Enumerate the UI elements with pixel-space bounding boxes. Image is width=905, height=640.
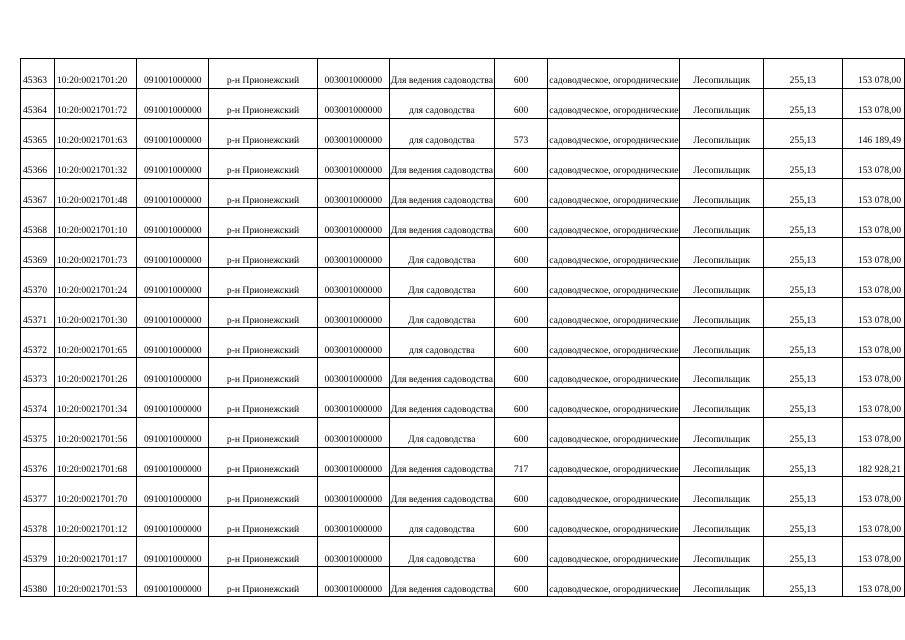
okato-code-cell: 091001000000 <box>137 447 209 477</box>
unit-value-cell: 255,13 <box>763 178 842 208</box>
table-row <box>21 447 905 477</box>
permitted-use-cell: Для ведения садоводства <box>389 178 494 208</box>
settlement-code-cell: 003001000000 <box>317 178 389 208</box>
location-cell: Лесопильщик <box>680 477 763 507</box>
location-cell: Лесопильщик <box>680 88 763 118</box>
record-number-cell: 45370 <box>21 268 55 298</box>
area-cell: 600 <box>494 208 547 238</box>
table-row <box>21 477 905 507</box>
cadastral-value-cell: 153 078,00 <box>842 178 904 208</box>
permitted-use-cell: для садоводства <box>389 507 494 537</box>
settlement-code-cell: 003001000000 <box>317 507 389 537</box>
cadastral-number-cell: 10:20:0021701:12 <box>54 507 136 537</box>
area-cell: 600 <box>494 268 547 298</box>
record-number-cell: 45374 <box>21 387 55 417</box>
use-category-cell: садоводческое, огороднические <box>548 298 680 328</box>
table-row <box>21 417 905 447</box>
okato-code-cell: 091001000000 <box>137 268 209 298</box>
cadastral-number-cell: 10:20:0021701:30 <box>54 298 136 328</box>
okato-code-cell: 091001000000 <box>137 417 209 447</box>
table-row <box>21 268 905 298</box>
record-number-cell: 45375 <box>21 417 55 447</box>
settlement-code-cell: 003001000000 <box>317 357 389 387</box>
district-cell: р-н Прионежский <box>209 59 318 89</box>
record-number-cell: 45363 <box>21 59 55 89</box>
okato-code-cell: 091001000000 <box>137 567 209 597</box>
table-row <box>21 387 905 417</box>
document-page <box>20 58 905 597</box>
area-cell: 600 <box>494 417 547 447</box>
unit-value-cell: 255,13 <box>763 298 842 328</box>
cadastral-number-cell: 10:20:0021701:48 <box>54 178 136 208</box>
table-row <box>21 328 905 358</box>
settlement-code-cell: 003001000000 <box>317 238 389 268</box>
district-cell: р-н Прионежский <box>209 178 318 208</box>
table-row <box>21 148 905 178</box>
cadastral-value-cell: 153 078,00 <box>842 537 904 567</box>
area-cell: 600 <box>494 477 547 507</box>
use-category-cell: садоводческое, огороднические <box>548 118 680 148</box>
cadastral-value-cell: 153 078,00 <box>842 477 904 507</box>
table-row <box>21 537 905 567</box>
location-cell: Лесопильщик <box>680 59 763 89</box>
settlement-code-cell: 003001000000 <box>317 208 389 238</box>
district-cell: р-н Прионежский <box>209 447 318 477</box>
cadastral-number-cell: 10:20:0021701:10 <box>54 208 136 238</box>
okato-code-cell: 091001000000 <box>137 238 209 268</box>
permitted-use-cell: Для садоводства <box>389 298 494 328</box>
location-cell: Лесопильщик <box>680 447 763 477</box>
use-category-cell: садоводческое, огороднические <box>548 88 680 118</box>
cadastral-number-cell: 10:20:0021701:26 <box>54 357 136 387</box>
permitted-use-cell: Для ведения садоводства <box>389 567 494 597</box>
unit-value-cell: 255,13 <box>763 507 842 537</box>
unit-value-cell: 255,13 <box>763 268 842 298</box>
okato-code-cell: 091001000000 <box>137 298 209 328</box>
cadastral-number-cell: 10:20:0021701:56 <box>54 417 136 447</box>
use-category-cell: садоводческое, огороднические <box>548 507 680 537</box>
district-cell: р-н Прионежский <box>209 238 318 268</box>
cadastral-value-cell: 153 078,00 <box>842 298 904 328</box>
location-cell: Лесопильщик <box>680 328 763 358</box>
cadastral-number-cell: 10:20:0021701:34 <box>54 387 136 417</box>
cadastral-number-cell: 10:20:0021701:32 <box>54 148 136 178</box>
okato-code-cell: 091001000000 <box>137 148 209 178</box>
unit-value-cell: 255,13 <box>763 357 842 387</box>
cadastral-number-cell: 10:20:0021701:24 <box>54 268 136 298</box>
settlement-code-cell: 003001000000 <box>317 417 389 447</box>
settlement-code-cell: 003001000000 <box>317 148 389 178</box>
land-plot-table <box>20 58 905 597</box>
district-cell: р-н Прионежский <box>209 507 318 537</box>
record-number-cell: 45377 <box>21 477 55 507</box>
okato-code-cell: 091001000000 <box>137 59 209 89</box>
use-category-cell: садоводческое, огороднические <box>548 357 680 387</box>
unit-value-cell: 255,13 <box>763 328 842 358</box>
settlement-code-cell: 003001000000 <box>317 88 389 118</box>
location-cell: Лесопильщик <box>680 268 763 298</box>
record-number-cell: 45364 <box>21 88 55 118</box>
record-number-cell: 45373 <box>21 357 55 387</box>
cadastral-number-cell: 10:20:0021701:73 <box>54 238 136 268</box>
cadastral-value-cell: 153 078,00 <box>842 417 904 447</box>
cadastral-value-cell: 153 078,00 <box>842 59 904 89</box>
record-number-cell: 45367 <box>21 178 55 208</box>
table-row <box>21 567 905 597</box>
unit-value-cell: 255,13 <box>763 59 842 89</box>
settlement-code-cell: 003001000000 <box>317 537 389 567</box>
cadastral-number-cell: 10:20:0021701:20 <box>54 59 136 89</box>
table-row <box>21 88 905 118</box>
cadastral-value-cell: 153 078,00 <box>842 148 904 178</box>
location-cell: Лесопильщик <box>680 298 763 328</box>
district-cell: р-н Прионежский <box>209 208 318 238</box>
table-row <box>21 118 905 148</box>
cadastral-value-cell: 153 078,00 <box>842 567 904 597</box>
district-cell: р-н Прионежский <box>209 118 318 148</box>
area-cell: 600 <box>494 328 547 358</box>
okato-code-cell: 091001000000 <box>137 387 209 417</box>
table-row <box>21 507 905 537</box>
unit-value-cell: 255,13 <box>763 148 842 178</box>
district-cell: р-н Прионежский <box>209 537 318 567</box>
unit-value-cell: 255,13 <box>763 537 842 567</box>
area-cell: 600 <box>494 298 547 328</box>
location-cell: Лесопильщик <box>680 387 763 417</box>
permitted-use-cell: Для ведения садоводства <box>389 477 494 507</box>
unit-value-cell: 255,13 <box>763 477 842 507</box>
record-number-cell: 45365 <box>21 118 55 148</box>
location-cell: Лесопильщик <box>680 148 763 178</box>
cadastral-value-cell: 153 078,00 <box>842 238 904 268</box>
settlement-code-cell: 003001000000 <box>317 477 389 507</box>
cadastral-number-cell: 10:20:0021701:53 <box>54 567 136 597</box>
area-cell: 600 <box>494 88 547 118</box>
use-category-cell: садоводческое, огороднические <box>548 387 680 417</box>
settlement-code-cell: 003001000000 <box>317 567 389 597</box>
permitted-use-cell: для садоводства <box>389 118 494 148</box>
okato-code-cell: 091001000000 <box>137 507 209 537</box>
district-cell: р-н Прионежский <box>209 387 318 417</box>
cadastral-value-cell: 153 078,00 <box>842 357 904 387</box>
area-cell: 600 <box>494 507 547 537</box>
use-category-cell: садоводческое, огороднические <box>548 328 680 358</box>
unit-value-cell: 255,13 <box>763 417 842 447</box>
cadastral-number-cell: 10:20:0021701:63 <box>54 118 136 148</box>
permitted-use-cell: Для ведения садоводства <box>389 148 494 178</box>
unit-value-cell: 255,13 <box>763 387 842 417</box>
use-category-cell: садоводческое, огороднические <box>548 537 680 567</box>
okato-code-cell: 091001000000 <box>137 537 209 567</box>
unit-value-cell: 255,13 <box>763 208 842 238</box>
settlement-code-cell: 003001000000 <box>317 268 389 298</box>
unit-value-cell: 255,13 <box>763 88 842 118</box>
record-number-cell: 45380 <box>21 567 55 597</box>
settlement-code-cell: 003001000000 <box>317 118 389 148</box>
table-body <box>21 59 905 597</box>
area-cell: 600 <box>494 59 547 89</box>
use-category-cell: садоводческое, огороднические <box>548 447 680 477</box>
permitted-use-cell: Для садоводства <box>389 537 494 567</box>
use-category-cell: садоводческое, огороднические <box>548 477 680 507</box>
permitted-use-cell: для садоводства <box>389 88 494 118</box>
use-category-cell: садоводческое, огороднические <box>548 567 680 597</box>
settlement-code-cell: 003001000000 <box>317 328 389 358</box>
settlement-code-cell: 003001000000 <box>317 298 389 328</box>
use-category-cell: садоводческое, огороднические <box>548 148 680 178</box>
district-cell: р-н Прионежский <box>209 477 318 507</box>
use-category-cell: садоводческое, огороднические <box>548 59 680 89</box>
okato-code-cell: 091001000000 <box>137 88 209 118</box>
location-cell: Лесопильщик <box>680 507 763 537</box>
location-cell: Лесопильщик <box>680 118 763 148</box>
cadastral-number-cell: 10:20:0021701:17 <box>54 537 136 567</box>
unit-value-cell: 255,13 <box>763 447 842 477</box>
area-cell: 600 <box>494 148 547 178</box>
use-category-cell: садоводческое, огороднические <box>548 417 680 447</box>
permitted-use-cell: Для садоводства <box>389 268 494 298</box>
permitted-use-cell: Для садоводства <box>389 238 494 268</box>
unit-value-cell: 255,13 <box>763 238 842 268</box>
record-number-cell: 45378 <box>21 507 55 537</box>
location-cell: Лесопильщик <box>680 537 763 567</box>
table-row <box>21 298 905 328</box>
permitted-use-cell: Для садоводства <box>389 417 494 447</box>
district-cell: р-н Прионежский <box>209 567 318 597</box>
settlement-code-cell: 003001000000 <box>317 387 389 417</box>
area-cell: 600 <box>494 357 547 387</box>
cadastral-number-cell: 10:20:0021701:70 <box>54 477 136 507</box>
table-row <box>21 59 905 89</box>
location-cell: Лесопильщик <box>680 357 763 387</box>
record-number-cell: 45372 <box>21 328 55 358</box>
settlement-code-cell: 003001000000 <box>317 59 389 89</box>
permitted-use-cell: для садоводства <box>389 328 494 358</box>
table-row <box>21 357 905 387</box>
location-cell: Лесопильщик <box>680 238 763 268</box>
permitted-use-cell: Для ведения садоводства <box>389 357 494 387</box>
location-cell: Лесопильщик <box>680 208 763 238</box>
record-number-cell: 45371 <box>21 298 55 328</box>
district-cell: р-н Прионежский <box>209 357 318 387</box>
unit-value-cell: 255,13 <box>763 567 842 597</box>
area-cell: 600 <box>494 537 547 567</box>
cadastral-value-cell: 146 189,49 <box>842 118 904 148</box>
use-category-cell: садоводческое, огороднические <box>548 208 680 238</box>
permitted-use-cell: Для ведения садоводства <box>389 447 494 477</box>
district-cell: р-н Прионежский <box>209 268 318 298</box>
record-number-cell: 45379 <box>21 537 55 567</box>
location-cell: Лесопильщик <box>680 178 763 208</box>
cadastral-value-cell: 153 078,00 <box>842 268 904 298</box>
district-cell: р-н Прионежский <box>209 148 318 178</box>
cadastral-number-cell: 10:20:0021701:65 <box>54 328 136 358</box>
location-cell: Лесопильщик <box>680 417 763 447</box>
settlement-code-cell: 003001000000 <box>317 447 389 477</box>
okato-code-cell: 091001000000 <box>137 178 209 208</box>
record-number-cell: 45366 <box>21 148 55 178</box>
cadastral-number-cell: 10:20:0021701:72 <box>54 88 136 118</box>
okato-code-cell: 091001000000 <box>137 477 209 507</box>
okato-code-cell: 091001000000 <box>137 357 209 387</box>
cadastral-value-cell: 182 928,21 <box>842 447 904 477</box>
record-number-cell: 45368 <box>21 208 55 238</box>
use-category-cell: садоводческое, огороднические <box>548 238 680 268</box>
cadastral-number-cell: 10:20:0021701:68 <box>54 447 136 477</box>
table-row <box>21 208 905 238</box>
unit-value-cell: 255,13 <box>763 118 842 148</box>
district-cell: р-н Прионежский <box>209 88 318 118</box>
cadastral-value-cell: 153 078,00 <box>842 507 904 537</box>
district-cell: р-н Прионежский <box>209 298 318 328</box>
area-cell: 600 <box>494 238 547 268</box>
record-number-cell: 45369 <box>21 238 55 268</box>
area-cell: 600 <box>494 567 547 597</box>
area-cell: 600 <box>494 387 547 417</box>
cadastral-value-cell: 153 078,00 <box>842 208 904 238</box>
district-cell: р-н Прионежский <box>209 328 318 358</box>
cadastral-value-cell: 153 078,00 <box>842 387 904 417</box>
permitted-use-cell: Для ведения садоводства <box>389 208 494 238</box>
table-row <box>21 178 905 208</box>
area-cell: 717 <box>494 447 547 477</box>
cadastral-value-cell: 153 078,00 <box>842 328 904 358</box>
area-cell: 573 <box>494 118 547 148</box>
permitted-use-cell: Для ведения садоводства <box>389 59 494 89</box>
permitted-use-cell: Для ведения садоводства <box>389 387 494 417</box>
location-cell: Лесопильщик <box>680 567 763 597</box>
use-category-cell: садоводческое, огороднические <box>548 178 680 208</box>
use-category-cell: садоводческое, огороднические <box>548 268 680 298</box>
table-row <box>21 238 905 268</box>
okato-code-cell: 091001000000 <box>137 118 209 148</box>
cadastral-value-cell: 153 078,00 <box>842 88 904 118</box>
okato-code-cell: 091001000000 <box>137 328 209 358</box>
record-number-cell: 45376 <box>21 447 55 477</box>
district-cell: р-н Прионежский <box>209 417 318 447</box>
area-cell: 600 <box>494 178 547 208</box>
okato-code-cell: 091001000000 <box>137 208 209 238</box>
